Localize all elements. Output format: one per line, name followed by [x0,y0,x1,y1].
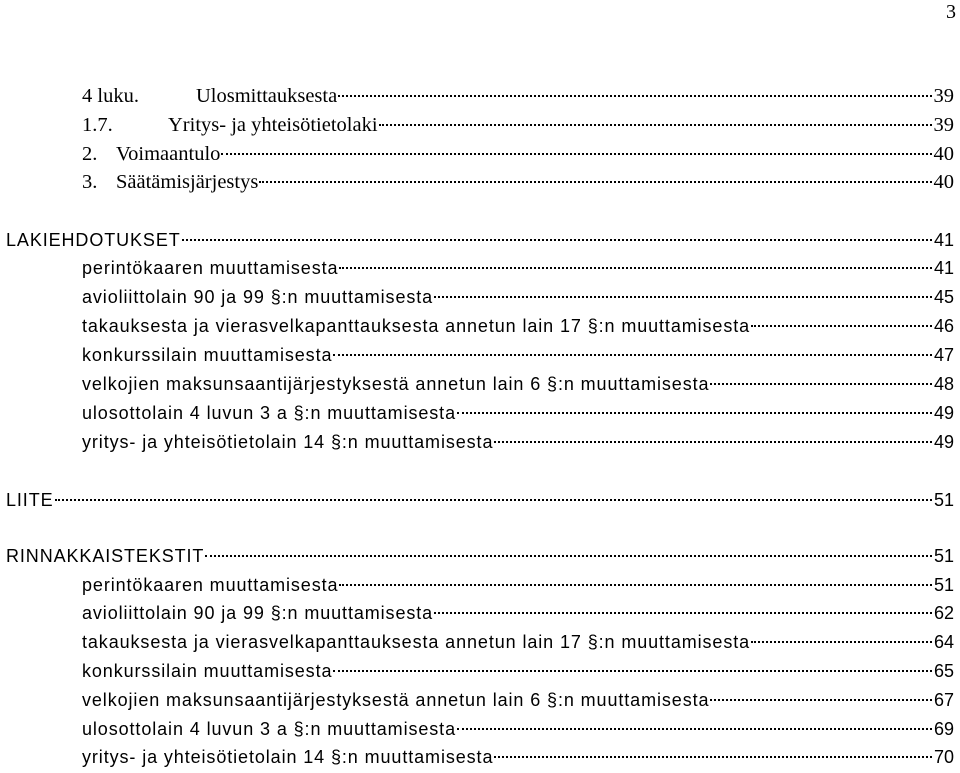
toc-section-page: 41 [933,230,954,250]
dot-leader [751,641,932,643]
toc-entry-label: takauksesta ja vierasvelkapanttauksesta annetun lain 17 §:n muuttamisesta [82,316,751,336]
toc-entry-rinnakkaisteksti[interactable] [82,743,954,771]
toc-entry-label: perintökaaren muuttamisesta [82,258,339,278]
toc-entry-page: 51 [933,575,954,595]
toc-entry-label: yritys- ja yhteisötietolain 14 §:n muuttamisesta [82,432,494,452]
toc-entry-lakiehdotus[interactable] [82,254,954,282]
toc-entry-label: ulosottolain 4 luvun 3 a §:n muuttamisesta [82,719,456,739]
dot-leader [339,267,932,269]
toc-entry-page: 70 [933,747,954,767]
toc-section-title: LAKIEHDOTUKSET [6,230,181,250]
toc-entry-label: konkurssilain muuttamisesta [82,345,333,365]
toc-entry-page: 41 [933,258,954,278]
toc-entry-label: perintökaaren muuttamisesta [82,575,339,595]
toc-entry-page: 40 [933,143,954,165]
toc-entry-label: ulosottolain 4 luvun 3 a §:n muuttamisesta [82,403,456,423]
dot-leader [494,756,932,758]
dot-leader [333,354,932,356]
toc-entry-page: 39 [933,114,954,136]
toc-entry-number: 2. [82,143,98,165]
dot-leader [259,181,931,183]
toc-entry-label: takauksesta ja vierasvelkapanttauksesta annetun lain 17 §:n muuttamisesta [82,632,751,652]
toc-entry-label: velkojien maksunsaantijärjestyksestä annetun lain 6 §:n muuttamisesta [82,374,710,394]
toc-entry-yritys-ja-yhteisotietolaki[interactable] [82,111,954,139]
toc-entry-page: 47 [933,345,954,365]
dot-leader [434,296,932,298]
toc-entry-number: 3. [82,171,98,193]
toc-entry-rinnakkaisteksti[interactable] [82,686,954,714]
toc-entry-label: Ulosmittauksesta [196,85,338,107]
toc-entry-page: 49 [933,432,954,452]
dot-leader [457,412,932,414]
toc-section-page: 51 [933,490,954,510]
page-number: 3 [946,1,956,23]
toc-entry-page: 49 [933,403,954,423]
toc-entry-page: 46 [933,316,954,336]
toc-entry-lakiehdotus[interactable] [82,341,954,369]
toc-entry-saatamisjarjestys[interactable] [82,168,954,196]
dot-leader [338,95,931,97]
toc-entry-label: konkurssilain muuttamisesta [82,661,333,681]
toc-entry-page: 62 [933,603,954,623]
toc-entry-rinnakkaisteksti[interactable] [82,715,954,743]
dot-leader [221,153,931,155]
toc-entry-label: avioliittolain 90 ja 99 §:n muuttamisesta [82,603,434,623]
toc-entry-label: velkojien maksunsaantijärjestyksestä annetun lain 6 §:n muuttamisesta [82,690,710,710]
toc-entry-page: 69 [933,719,954,739]
toc-entry-lakiehdotus[interactable] [82,399,954,427]
toc-entry-rinnakkaisteksti[interactable] [82,628,954,656]
toc-entry-number: 1.7. [82,114,113,136]
toc-entry-page: 39 [933,85,954,107]
toc-section-liite[interactable] [6,486,954,514]
toc-entry-page: 67 [933,690,954,710]
toc-entry-page: 48 [933,374,954,394]
toc-section-lakiehdotukset[interactable] [6,226,954,254]
toc-entry-lakiehdotus[interactable] [82,312,954,340]
toc-entry-label: Voimaantulo [116,143,221,165]
toc-entry-lakiehdotus[interactable] [82,370,954,398]
toc-entry-label: avioliittolain 90 ja 99 §:n muuttamisesta [82,287,434,307]
dot-leader [494,441,932,443]
toc-entry-page: 40 [933,171,954,193]
toc-entry-label: Säätämisjärjestys [116,171,259,193]
toc-entry-number: 4 luku. [82,85,139,107]
toc-entry-page: 65 [933,661,954,681]
dot-leader [55,499,932,501]
toc-entry-voimaantulo[interactable] [82,140,954,168]
toc-section-page: 51 [933,546,954,566]
toc-entry-page: 45 [933,287,954,307]
dot-leader [710,699,932,701]
toc-entry-lakiehdotus[interactable] [82,428,954,456]
toc-section-title: RINNAKKAISTEKSTIT [6,546,205,566]
toc-entry-lakiehdotus[interactable] [82,283,954,311]
dot-leader [339,584,932,586]
toc-entry-rinnakkaisteksti[interactable] [82,571,954,599]
toc-entry-ulosmittauksesta[interactable] [82,82,954,110]
dot-leader [751,325,932,327]
dot-leader [182,239,932,241]
toc-entry-rinnakkaisteksti[interactable] [82,657,954,685]
toc-entry-rinnakkaisteksti[interactable] [82,599,954,627]
dot-leader [434,612,932,614]
dot-leader [710,383,932,385]
toc-entry-page: 64 [933,632,954,652]
toc-entry-label: yritys- ja yhteisötietolain 14 §:n muuttamisesta [82,747,494,767]
dot-leader [457,728,932,730]
dot-leader [333,670,932,672]
dot-leader [379,124,932,126]
toc-section-rinnakkaistekstit[interactable] [6,542,954,570]
toc-section-title: LIITE [6,490,54,510]
dot-leader [205,555,932,557]
toc-entry-label: Yritys- ja yhteisötietolaki [168,114,378,136]
